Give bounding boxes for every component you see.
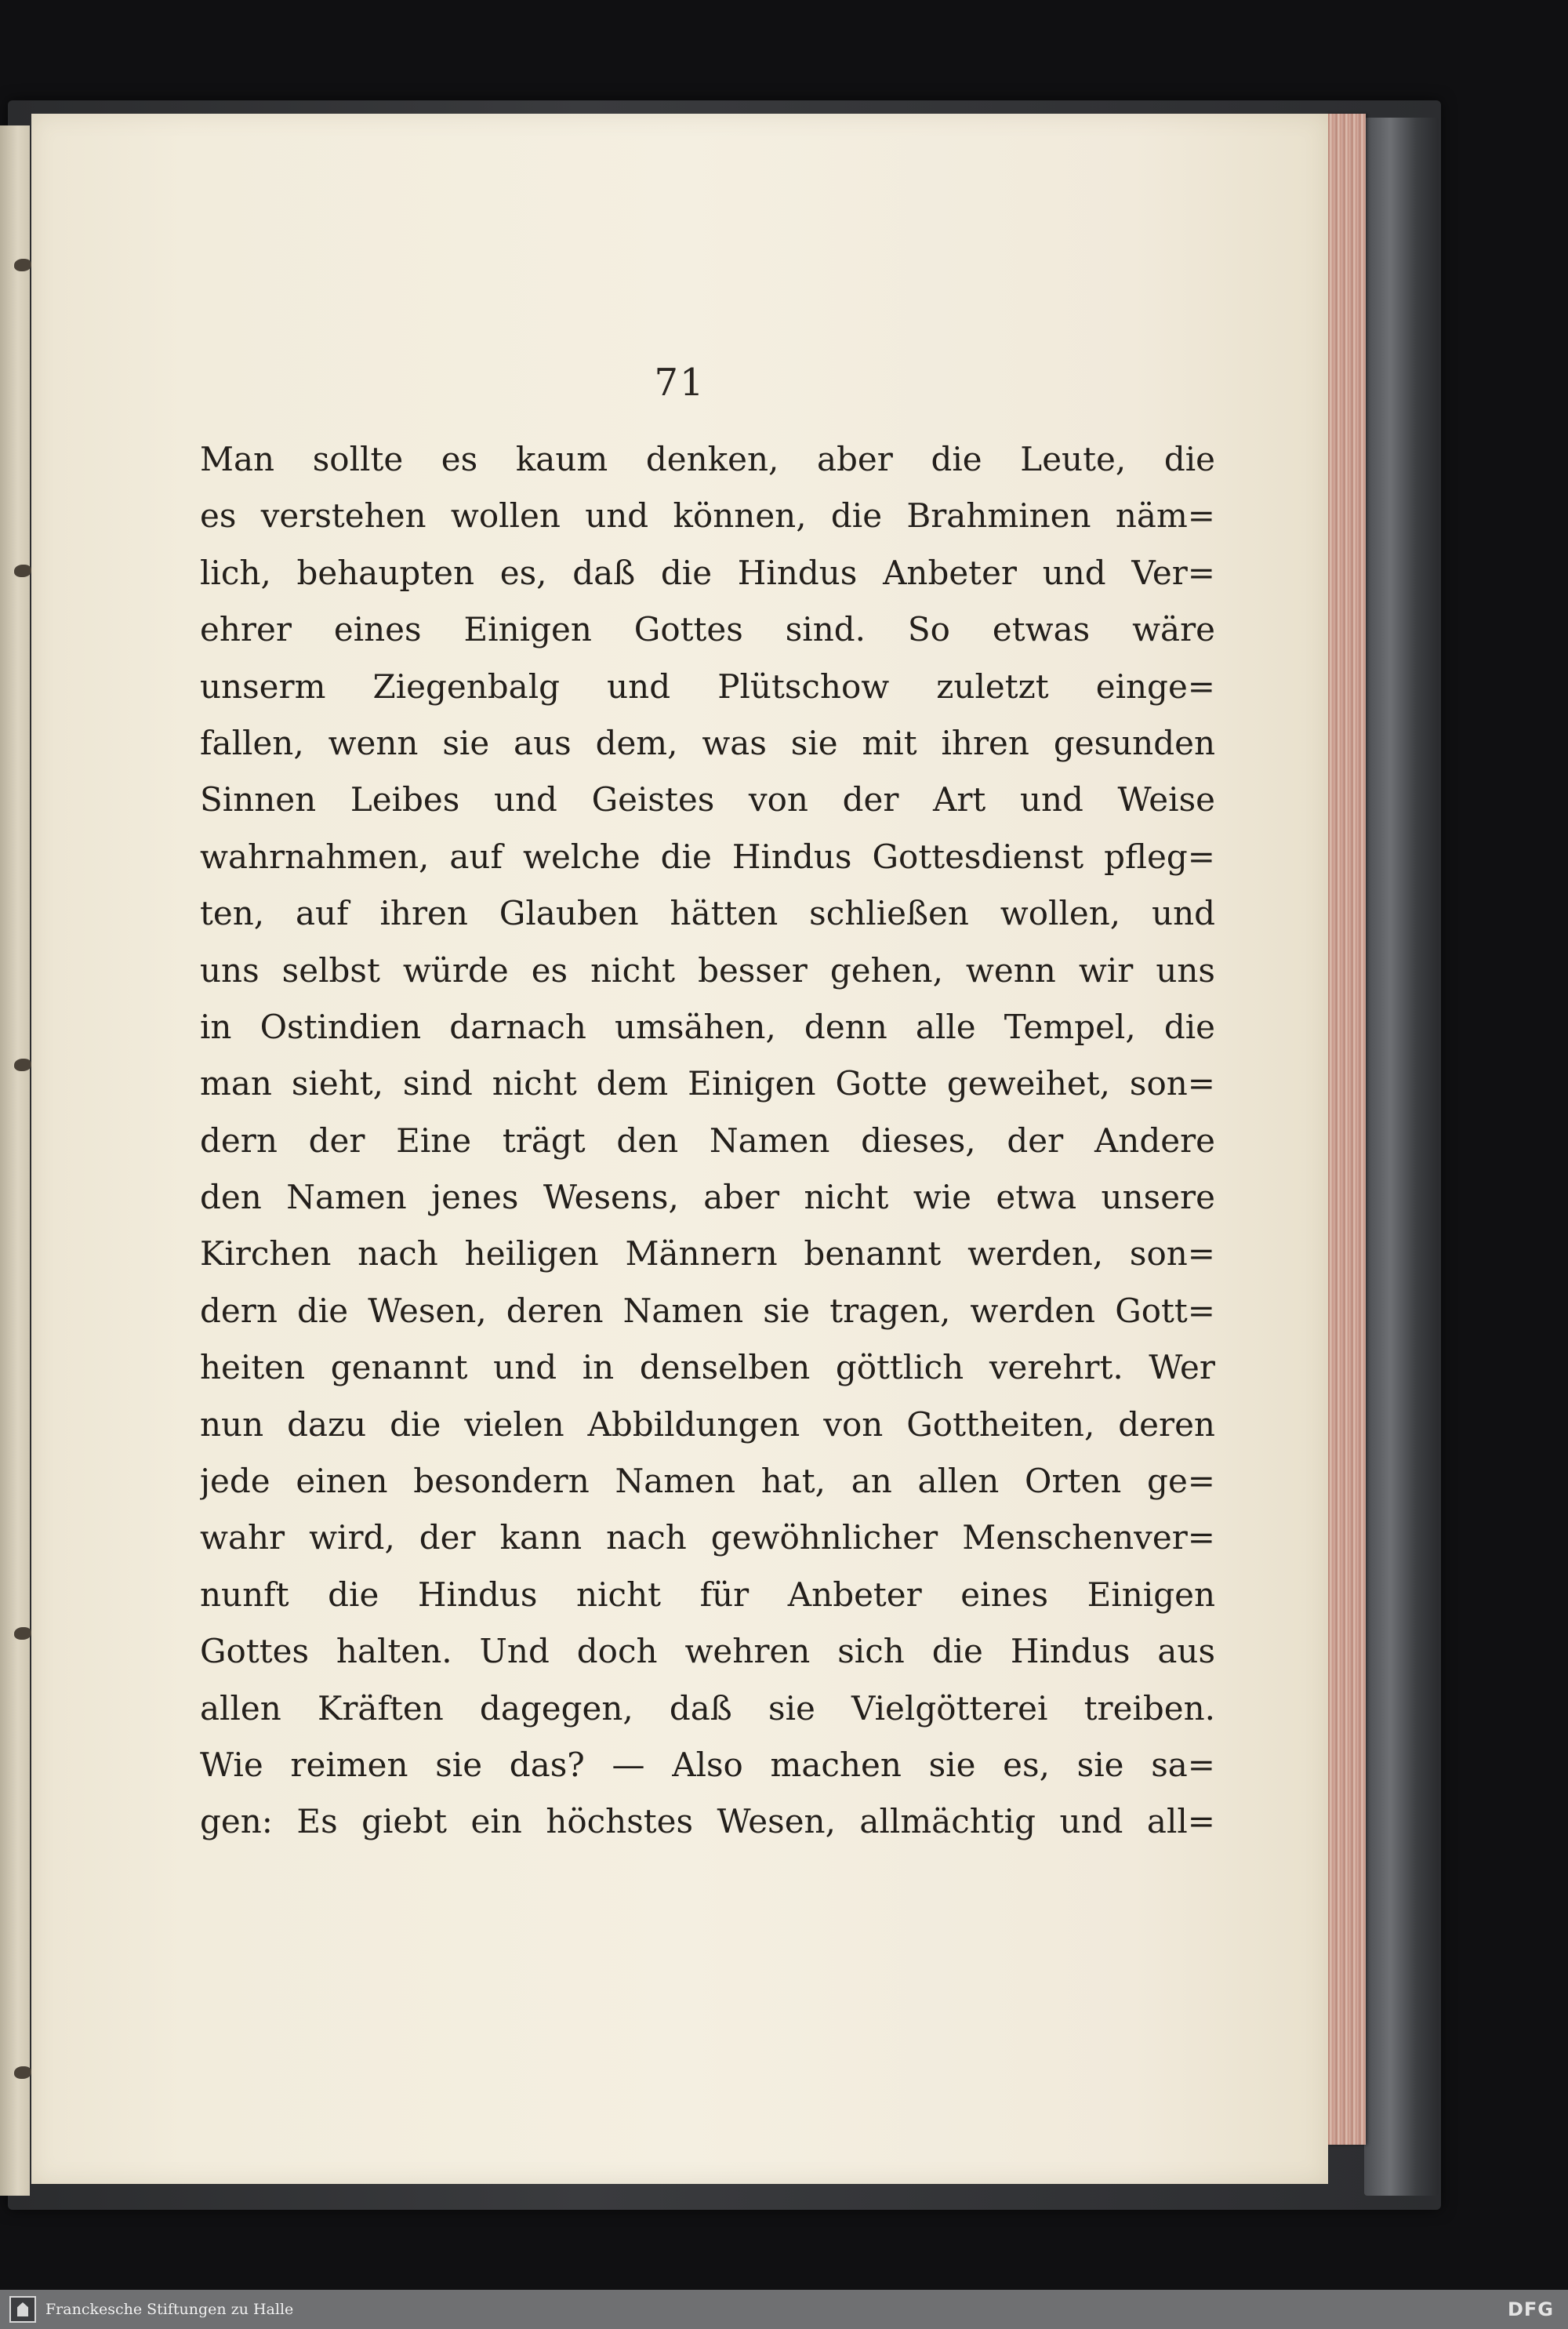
text-line: es verstehen wollen und können, die Brahminen näm= <box>200 496 1215 536</box>
text-line: nun dazu die vielen Abbildungen von Gottheiten, deren <box>200 1404 1215 1444</box>
binding-stitch <box>14 565 31 577</box>
text-line: in Ostindien darnach umsähen, denn alle Tempel, die <box>200 1007 1215 1046</box>
text-line: Kirchen nach heiligen Männern benannt werden, son= <box>200 1234 1215 1274</box>
text-line: Sinnen Leibes und Geistes von der Art und Weise <box>200 780 1215 819</box>
binding-stitch <box>14 2066 31 2079</box>
text-line: lich, behaupten es, daß die Hindus Anbeter und Ver= <box>200 553 1215 592</box>
left-page-sliver <box>0 125 30 2196</box>
text-line: gen: Es giebt ein höchstes Wesen, allmächtig und all= <box>200 1802 1215 1841</box>
institution-logo-icon <box>9 2296 36 2323</box>
institution-name: Franckesche Stiftungen zu Halle <box>45 2301 294 2318</box>
text-line: nunft die Hindus nicht für Anbeter eines Einigen <box>200 1575 1215 1614</box>
text-line: ten, auf ihren Glauben hätten schließen wollen, und <box>200 894 1215 933</box>
text-line: Gottes halten. Und doch wehren sich die Hindus aus <box>200 1632 1215 1671</box>
text-line: fallen, wenn sie aus dem, was sie mit ihren gesunden <box>200 723 1215 762</box>
book-page <box>31 114 1328 2184</box>
funder-logo: DFG <box>1507 2298 1554 2320</box>
footer-bar <box>0 2290 1568 2329</box>
text-line: Man sollte es kaum denken, aber die Leute, die <box>200 440 1215 478</box>
text-line: uns selbst würde es nicht besser gehen, wenn wir uns <box>200 950 1215 990</box>
binding-stitch <box>14 1059 31 1071</box>
binding-stitch <box>14 1627 31 1640</box>
text-line: man sieht, sind nicht dem Einigen Gotte geweihet, son= <box>200 1064 1215 1103</box>
cover-edge <box>1364 118 1439 2196</box>
page-edges <box>1327 114 1366 2145</box>
text-line: Wie reimen sie das? — Also machen sie es, sie sa= <box>200 1745 1215 1784</box>
text-line: wahr wird, der kann nach gewöhnlicher Menschenver= <box>200 1518 1215 1557</box>
text-line: allen Kräften dagegen, daß sie Vielgötterei treiben. <box>200 1688 1215 1728</box>
text-line: unserm Ziegenbalg und Plütschow zuletzt einge= <box>200 667 1215 706</box>
text-line: wahrnahmen, auf welche die Hindus Gottesdienst pfleg= <box>200 837 1215 876</box>
body-text <box>200 431 1215 1851</box>
page-number: 71 <box>654 361 706 405</box>
text-line: heiten genannt und in denselben göttlich verehrt. Wer <box>200 1348 1215 1387</box>
text-line: jede einen besondern Namen hat, an allen Orten ge= <box>200 1462 1215 1501</box>
text-line: dern der Eine trägt den Namen dieses, der Andere <box>200 1121 1215 1160</box>
text-line: dern die Wesen, deren Namen sie tragen, werden Gott= <box>200 1291 1215 1330</box>
binding-stitch <box>14 259 31 271</box>
text-line: den Namen jenes Wesens, aber nicht wie etwa unsere <box>200 1178 1215 1217</box>
text-line: ehrer eines Einigen Gottes sind. So etwas wäre <box>200 610 1215 649</box>
